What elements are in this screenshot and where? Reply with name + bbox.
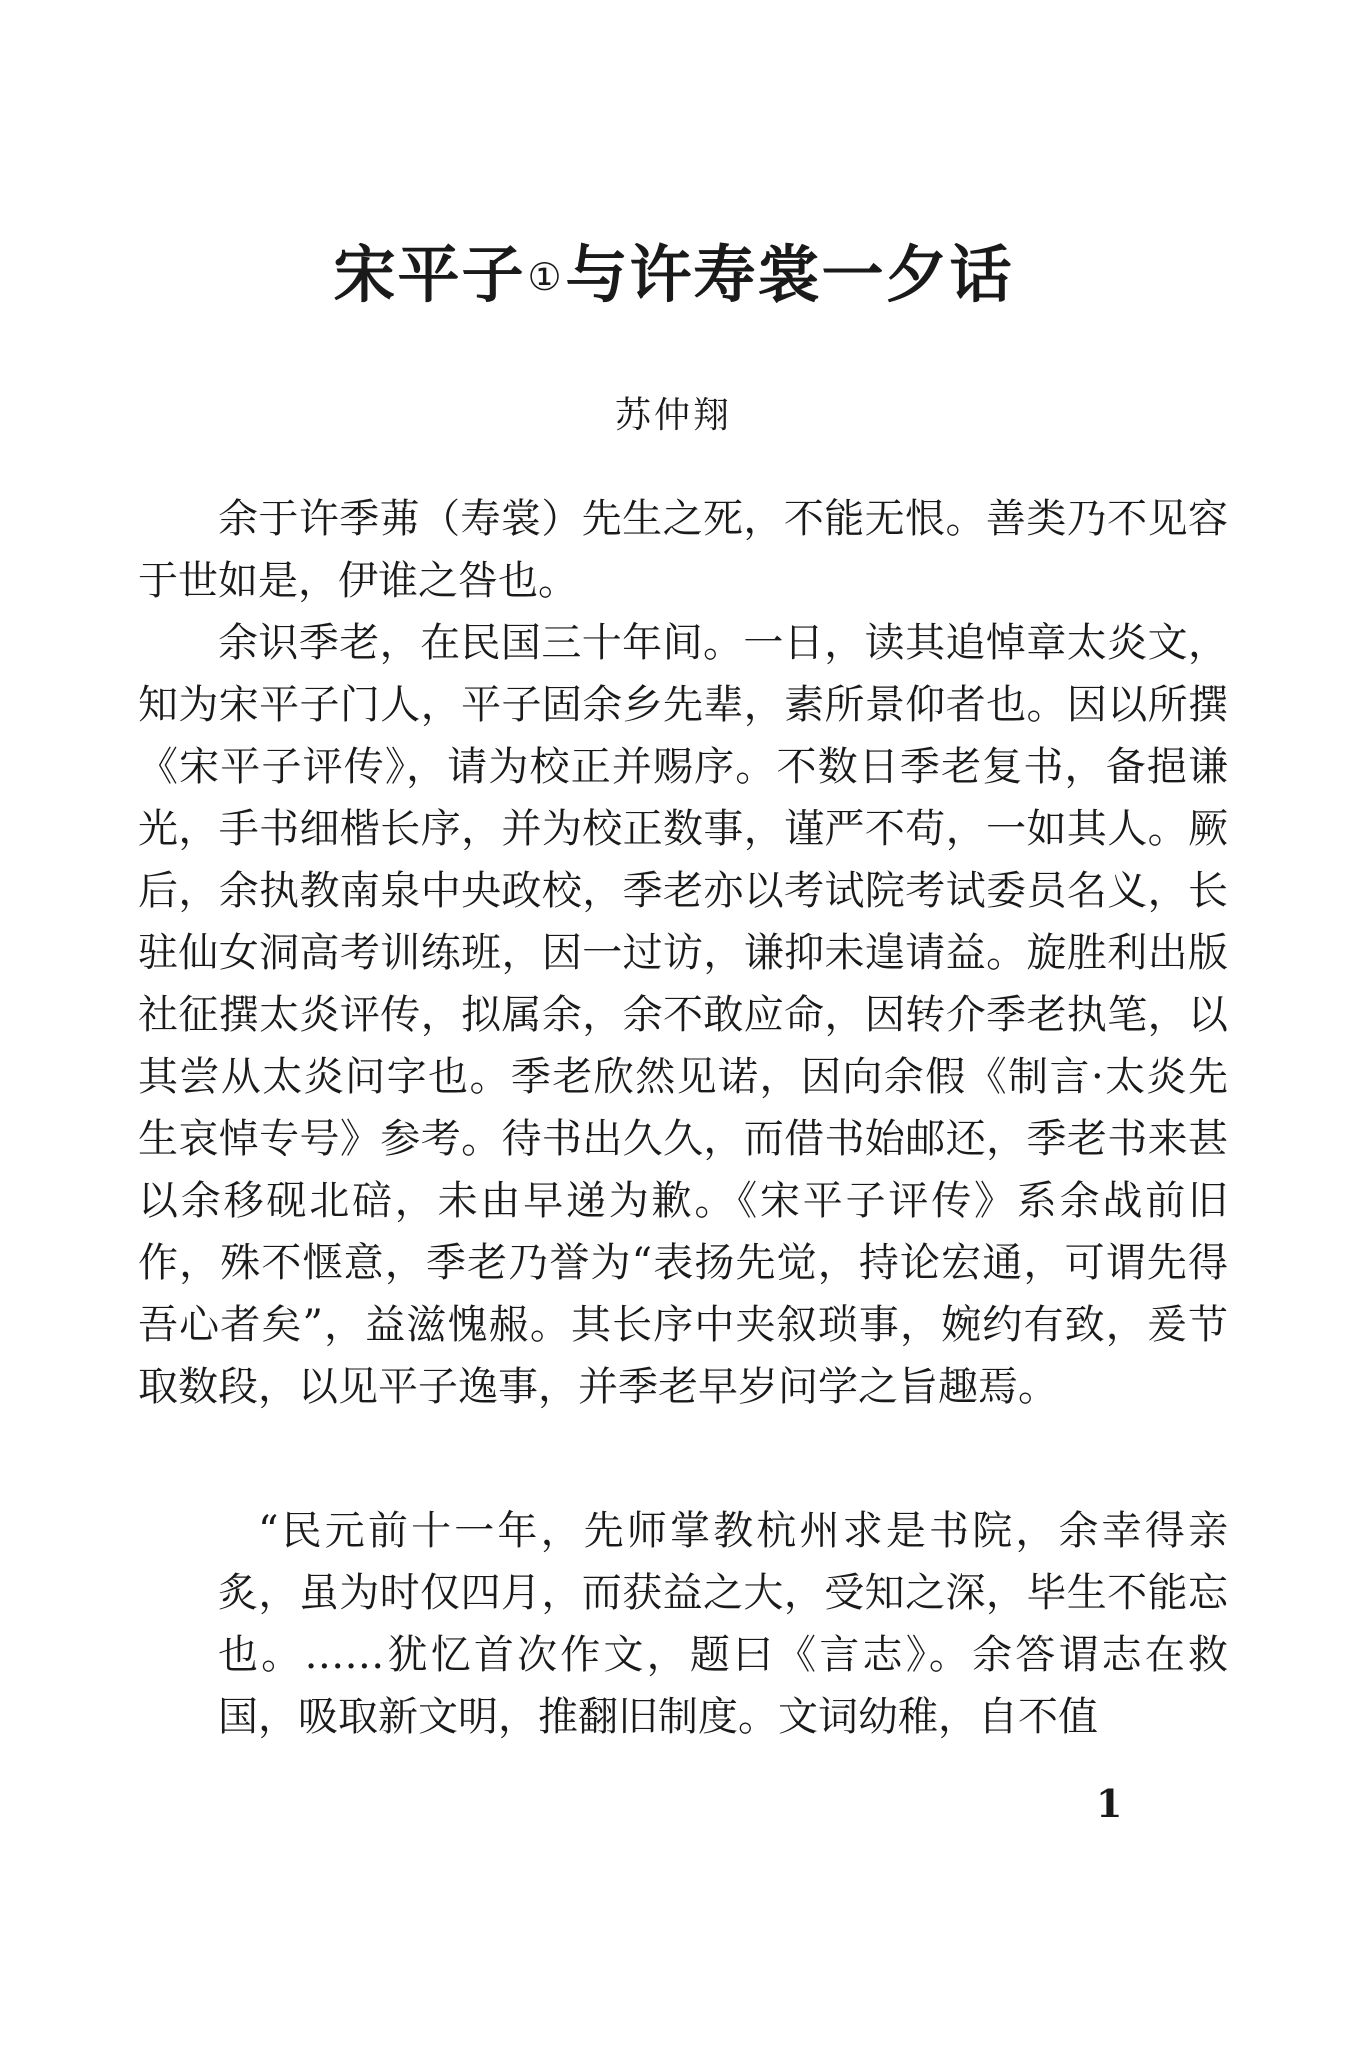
block-quote	[218, 1500, 1228, 1748]
paragraph-1: 余于许季茀（寿裳）先生之死，不能无恨。善类乃不见容于世如是，伊谁之咎也。	[138, 496, 1228, 604]
article-title	[0, 235, 1347, 317]
article-body	[138, 488, 1228, 1418]
title-rest: 与许寿裳一夕话	[565, 238, 1014, 311]
author-name: 苏仲翔	[614, 395, 732, 436]
footnote-marker[interactable]: ①	[527, 255, 564, 299]
page-number: 1	[1096, 1781, 1123, 1826]
quote-paragraph: “民元前十一年，先师掌教杭州求是书院，余幸得亲炙，虽为时仅四月，而获益之大，受知之深，毕生不能忘也。……犹忆首次作文，题曰《言志》。余答谓志在救国，吸取新文明，推翻旧制度。文词幼稚，自不值	[218, 1508, 1228, 1740]
paragraph-2: 余识季老，在民国三十年间。一日，读其追悼章太炎文，知为宋平子门人，平子固余乡先辈，素所景仰者也。因以所撰《宋平子评传》，请为校正并赐序。不数日季老复书，备挹谦光，手书细楷长序，并为校正数事，谨严不苟，一如其人。厥后，余执教南泉中央政校，季老亦以考试院考试委员名义，长驻仙女洞高考训练班，因一过访，谦抑未遑请益。旋胜利出版社征撰太炎评传，拟属余，余不敢应命，因转介季老执笔，以其尝从太炎问字也。季老欣然见诺，因向余假《制言·太炎先生哀悼专号》参考。待书出久久，而借书始邮还，季老书来甚以余移砚北碚，未由早递为歉。《宋平子评传》系余战前旧作，殊不惬意，季老乃誉为“表扬先觉，持论宏通，可谓先得吾心者矣”，益滋愧赧。其长序中夹叙琐事，婉约有致，爰节取数段，以见平子逸事，并季老早岁问学之旨趣焉。	[138, 620, 1228, 1410]
title-main: 宋平子	[333, 238, 526, 311]
